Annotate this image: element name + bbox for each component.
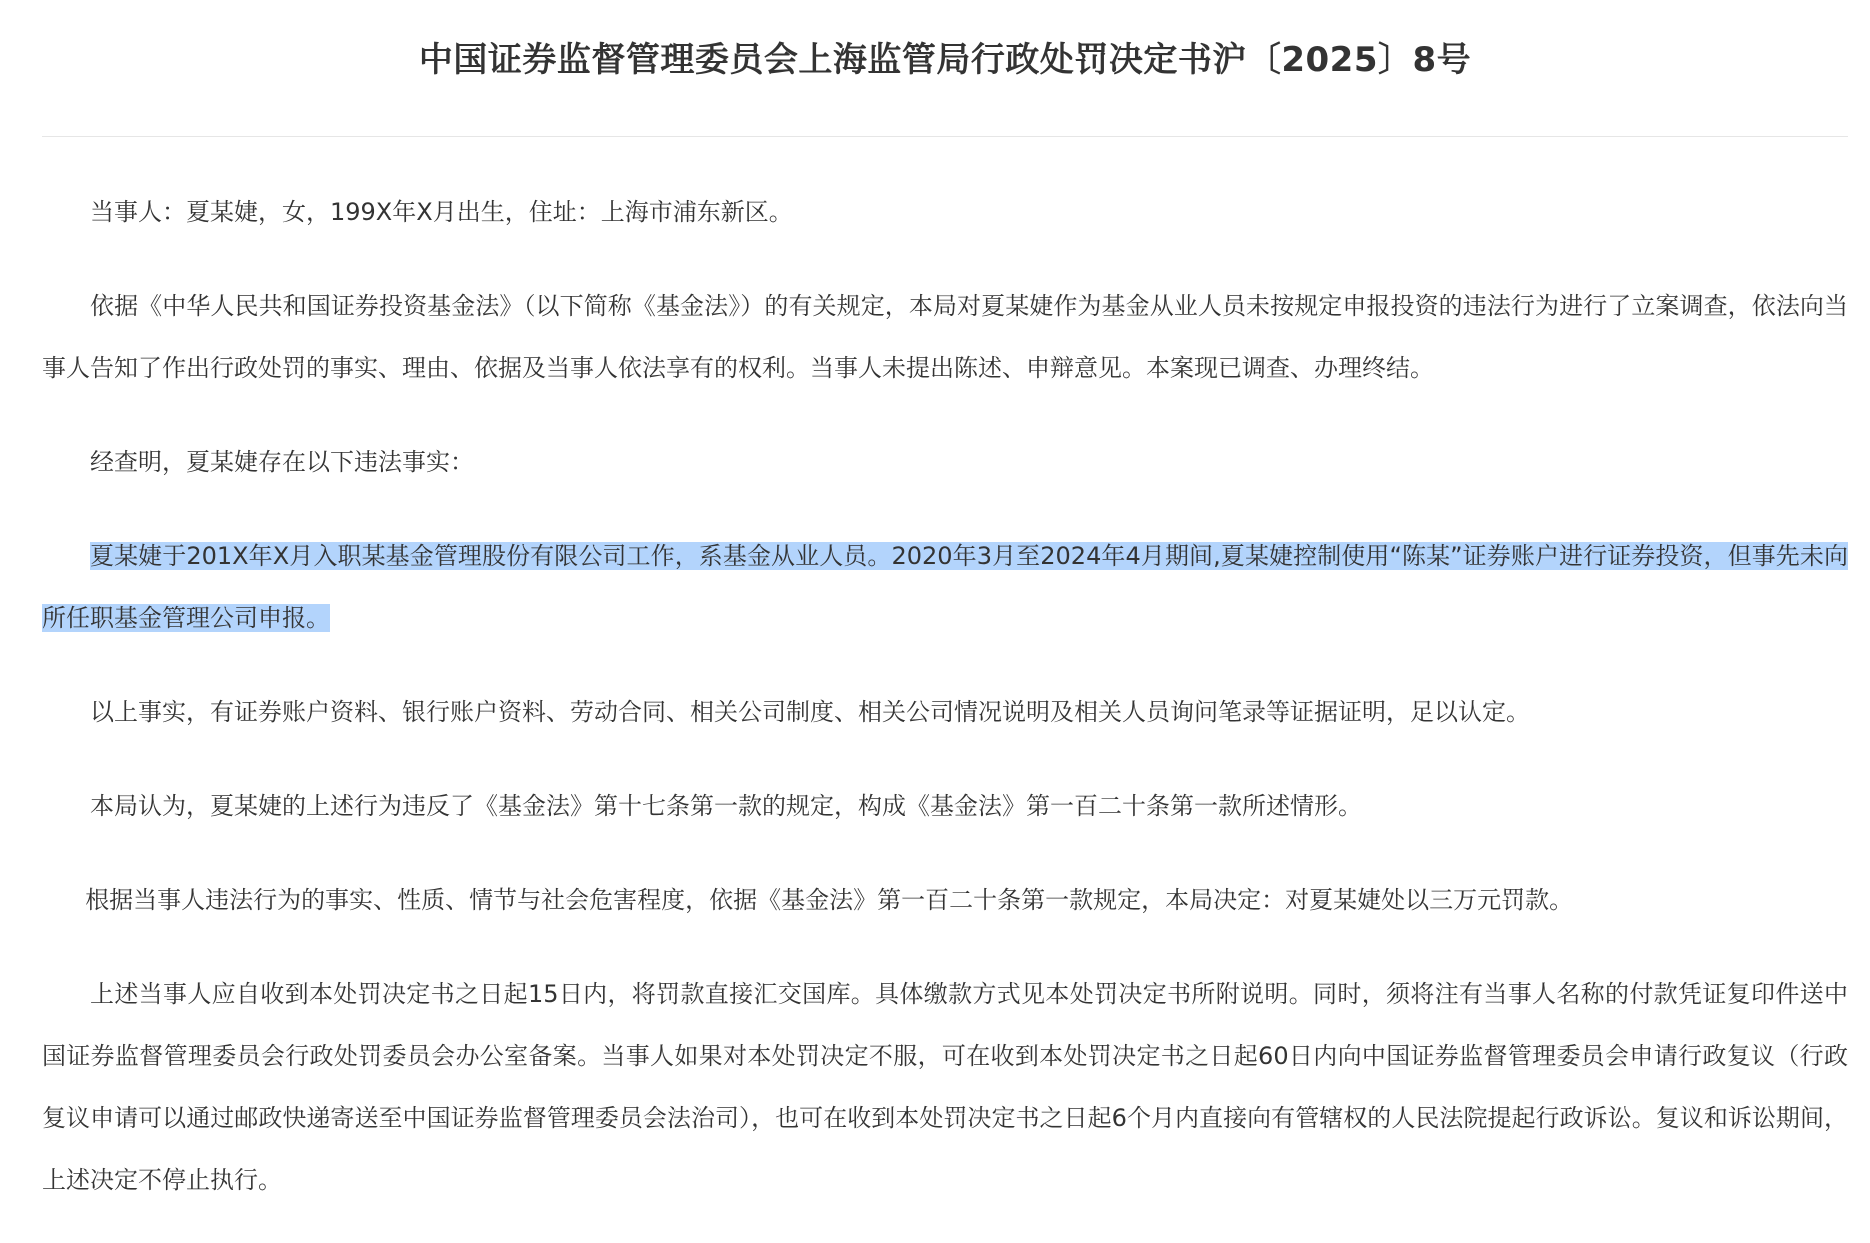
paragraph-determination: 本局认为，夏某婕的上述行为违反了《基金法》第十七条第一款的规定，构成《基金法》第一百二十条第一款所述情形。: [90, 792, 1362, 820]
paragraph-payment-appeal: 上述当事人应自收到本处罚决定书之日起15日内，将罚款直接汇交国库。具体缴款方式见本处罚决定书所附说明。同时，须将注有当事人名称的付款凭证复印件送中国证券监督管理委员会行政处罚委员会办公室备案。当事人如果对本处罚决定不服，可在收到本处罚决定书之日起60日内向中国证券监督管理委员会申请行政复议（行政复议申请可以通过邮政快递寄送至中国证券监督管理委员会法治司），也可在收到本处罚决定书之日起6个月内直接向有管辖权的人民法院提起行政诉讼。复议和诉讼期间，上述决定不停止执行。: [42, 980, 1848, 1194]
page-title: 中国证券监督管理委员会上海监管局行政处罚决定书沪〔2025〕8号: [418, 40, 1472, 80]
paragraph-penalty-decision: 根据当事人违法行为的事实、性质、情节与社会危害程度，依据《基金法》第一百二十条第一款规定，本局决定：对夏某婕处以三万元罚款。: [85, 886, 1574, 914]
paragraph-legal-basis: 依据《中华人民共和国证券投资基金法》（以下简称《基金法》）的有关规定，本局对夏某婕作为基金从业人员未按规定申报投资的违法行为进行了立案调查，依法向当事人告知了作出行政处罚的事实、理由、依据及当事人依法享有的权利。当事人未提出陈述、申辩意见。本案现已调查、办理终结。: [42, 292, 1848, 382]
paragraph-party-info: 当事人：夏某婕，女，199X年X月出生，住址：上海市浦东新区。: [90, 198, 793, 226]
paragraph-findings-intro: 经查明，夏某婕存在以下违法事实：: [90, 448, 474, 476]
selected-text-highlight[interactable]: 夏某婕于201X年X月入职某基金管理股份有限公司工作，系基金从业人员。2020年3月至2024年4月期间,夏某婕控制使用“陈某”证券账户进行证券投资，但事先未向所任职基金管理公司申报。: [42, 542, 1848, 632]
document-page: [42, 0, 1848, 1243]
paragraph-violation-facts: [42, 525, 1848, 649]
paragraph-evidence: 以上事实，有证券账户资料、银行账户资料、劳动合同、相关公司制度、相关公司情况说明及相关人员询问笔录等证据证明，足以认定。: [90, 698, 1530, 726]
document-body: [42, 137, 1848, 1211]
